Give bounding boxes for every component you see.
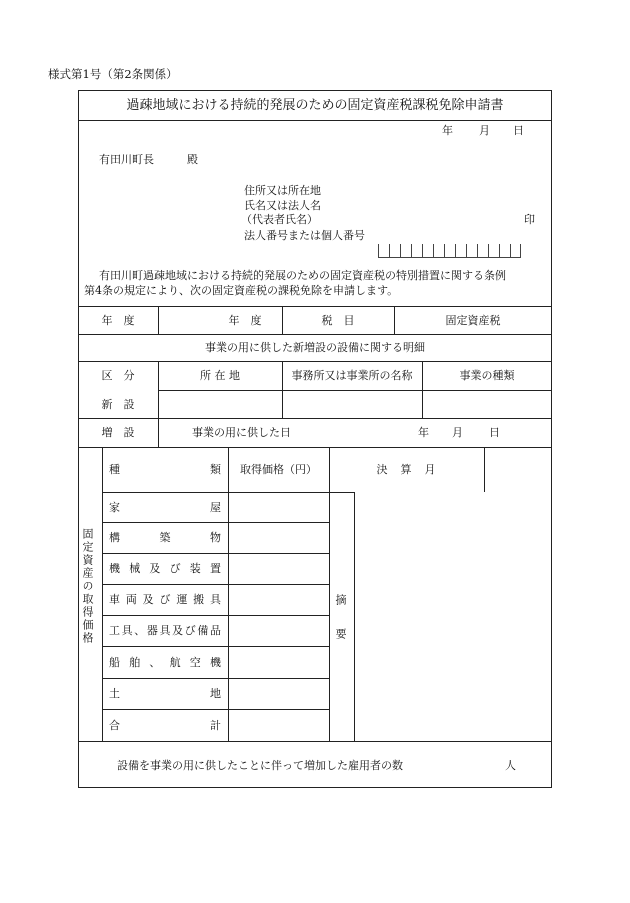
- date-year[interactable]: 年: [442, 124, 453, 137]
- row-vehicles: 車 両 及 び 運 搬 具: [109, 593, 221, 606]
- addressee-honorific: 殿: [187, 153, 198, 166]
- remarks-label: 摘 要: [334, 594, 347, 645]
- applicant-number-label: 法人番号または個人番号: [244, 229, 365, 242]
- assets-side-label: 固定資産の取得価格: [81, 528, 94, 645]
- tax-item-value: 固定資産税: [445, 313, 501, 327]
- addressee-name: 有田川町長: [99, 153, 154, 166]
- col-settlement-header: 決 算 月: [376, 463, 437, 476]
- row-house: 家 屋: [109, 500, 221, 514]
- applicant-name-label: 氏名又は法人名: [244, 199, 321, 212]
- row-structure: 構 築 物: [109, 531, 221, 544]
- tax-item-label: 税 目: [321, 313, 355, 327]
- used-date-day[interactable]: 日: [489, 426, 500, 439]
- used-date-year[interactable]: 年: [418, 426, 429, 439]
- fiscal-year-label: 年 度: [101, 313, 135, 327]
- category-label: 区 分: [101, 369, 135, 382]
- row-land: 土 地: [109, 687, 221, 700]
- body-line-2: 第4条の規定により、次の固定資産税の課税免除を申請します。: [84, 284, 399, 297]
- col-type-header: 種 類: [109, 463, 221, 476]
- seal-mark: 印: [524, 213, 535, 226]
- applicant-address-label: 住所又は所在地: [244, 184, 321, 197]
- used-date-label: 事業の用に供した日: [192, 426, 291, 439]
- employees-label: 設備を事業の用に供したことに伴って増加した雇用者の数: [117, 759, 403, 772]
- date-day[interactable]: 日: [513, 124, 524, 137]
- applicant-number-boxes[interactable]: [378, 244, 521, 258]
- row-ships-aircraft: 船 舶 、 航 空 機: [109, 655, 221, 669]
- employees-unit: 人: [505, 759, 516, 772]
- new-installation-label: 新 設: [101, 397, 135, 411]
- body-line-1: 有田川町過疎地域における持続的発展のための固定資産税の特別措置に関する条例: [99, 269, 506, 282]
- col-price-header: 取得価格（円）: [240, 463, 317, 476]
- office-name-label: 事務所又は事業所の名称: [291, 369, 413, 382]
- fiscal-year-value[interactable]: 年 度: [228, 313, 262, 327]
- applicant-rep-label: （代表者氏名）: [241, 213, 318, 226]
- business-type-label: 事業の種類: [459, 369, 515, 382]
- form-title: 過疎地域における持続的発展のための固定資産税課税免除申請書: [126, 97, 504, 113]
- row-machinery: 機 械 及 び 装 置: [109, 562, 221, 575]
- details-header: 事業の用に供した新増設の設備に関する明細: [205, 341, 425, 354]
- location-label: 所 在 地: [200, 369, 240, 382]
- form-number: 様式第1号（第2条関係）: [48, 67, 178, 81]
- row-tools: 工 具 、 器 具 及 び 備 品: [109, 624, 221, 637]
- expansion-label: 増 設: [101, 426, 135, 439]
- row-total: 合 計: [109, 718, 221, 732]
- date-month[interactable]: 月: [479, 124, 490, 137]
- used-date-month[interactable]: 月: [452, 426, 463, 439]
